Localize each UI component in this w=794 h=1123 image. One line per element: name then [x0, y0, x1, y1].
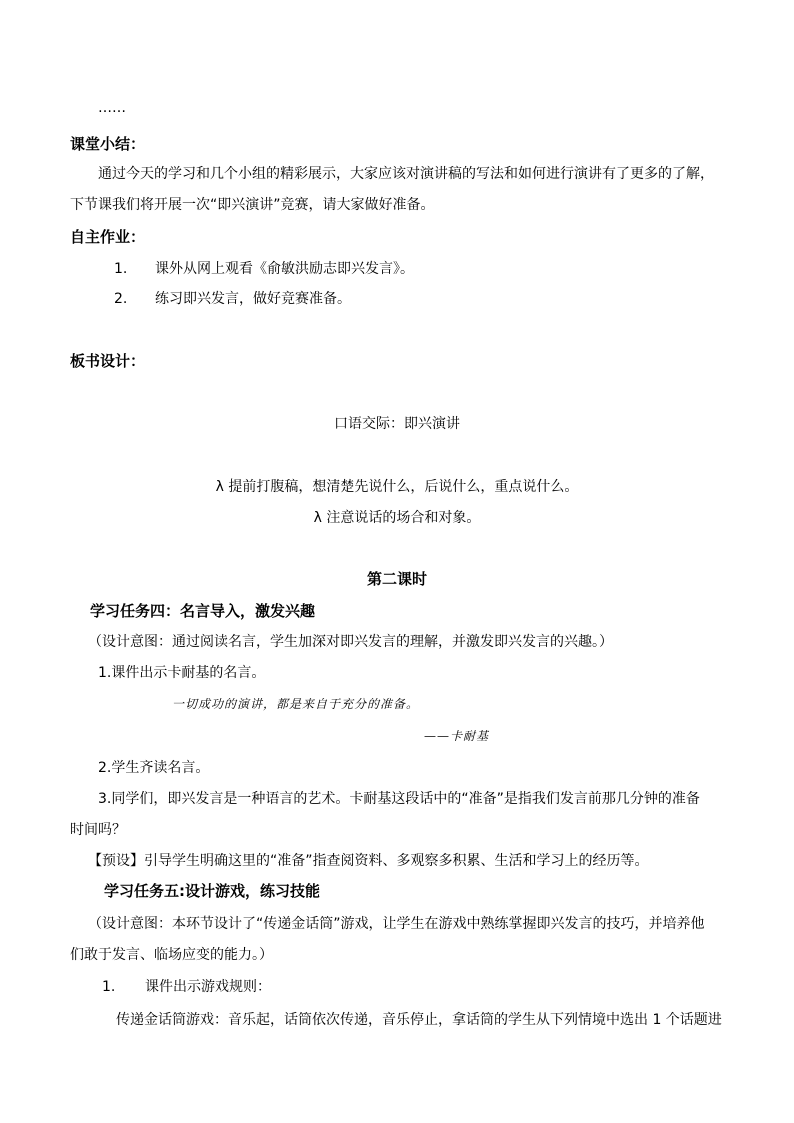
- lesson-2-title: 第二课时: [366, 570, 427, 588]
- task-4-intent: （设计意图：通过阅读名言，学生加深对即兴发言的理解，并激发即兴发言的兴趣。）: [88, 634, 613, 650]
- homework-item-1-number: 1.: [114, 261, 128, 277]
- task-4-preset: 【预设】引导学生明确这里的“准备”指查阅资料、多观察多积累、生活和学习上的经历等。: [88, 853, 649, 869]
- task-4-step-3-line-2: 时间吗？: [70, 822, 126, 838]
- summary-line-2: 下节课我们将开展一次“即兴演讲”竞赛，请大家做好准备。: [70, 197, 435, 213]
- quote-author: ——卡耐基: [424, 729, 490, 743]
- task-5-step-1-number: 1.: [102, 979, 116, 995]
- task-4-step-2: 2.学生齐读名言。: [98, 760, 210, 776]
- summary-line-1: 通过今天的学习和几个小组的精彩展示，大家应该对演讲稿的写法和如何进行演讲有了更多的了解，: [98, 166, 714, 182]
- carnegie-quote: 一切成功的演讲，都是来自于充分的准备。: [172, 697, 420, 711]
- game-rules: 传递金话筒游戏：音乐起，话筒依次传递，音乐停止，拿话筒的学生从下列情境中选出 1 个话题进: [116, 1012, 722, 1028]
- board-point-2: λ 注意说话的场合和对象。: [313, 510, 481, 526]
- board-title: 口语交际：即兴演讲: [334, 416, 460, 432]
- task-4-step-1: 1.课件出示卡耐基的名言。: [98, 665, 266, 681]
- task-5-heading: 学习任务五:设计游戏，练习技能: [104, 882, 321, 900]
- summary-heading: 课堂小结：: [70, 135, 146, 153]
- homework-item-1-text: 课外从网上观看《俞敏洪励志即兴发言》。: [155, 261, 414, 277]
- board-design-heading: 板书设计：: [70, 352, 146, 370]
- board-point-1: λ 提前打腹稿，想清楚先说什么，后说什么，重点说什么。: [215, 479, 579, 495]
- homework-item-2-number: 2.: [114, 291, 128, 307]
- task-5-intent-line-1: （设计意图：本环节设计了“传递金话筒”游戏，让学生在游戏中熟练掌握即兴发言的技巧，并培养他: [88, 916, 705, 932]
- ellipsis: ……: [98, 100, 126, 116]
- task-4-step-3-line-1: 3.同学们，即兴发言是一种语言的艺术。卡耐基这段话中的“准备”是指我们发言前那几分钟的准备: [98, 791, 700, 807]
- task-4-heading: 学习任务四：名言导入，激发兴趣: [90, 602, 316, 620]
- task-5-intent-line-2: 们敢于发言、临场应变的能力。）: [70, 947, 273, 963]
- homework-item-2-text: 练习即兴发言，做好竞赛准备。: [155, 291, 351, 307]
- task-5-step-1-text: 课件出示游戏规则：: [145, 979, 271, 995]
- homework-heading: 自主作业：: [70, 228, 146, 246]
